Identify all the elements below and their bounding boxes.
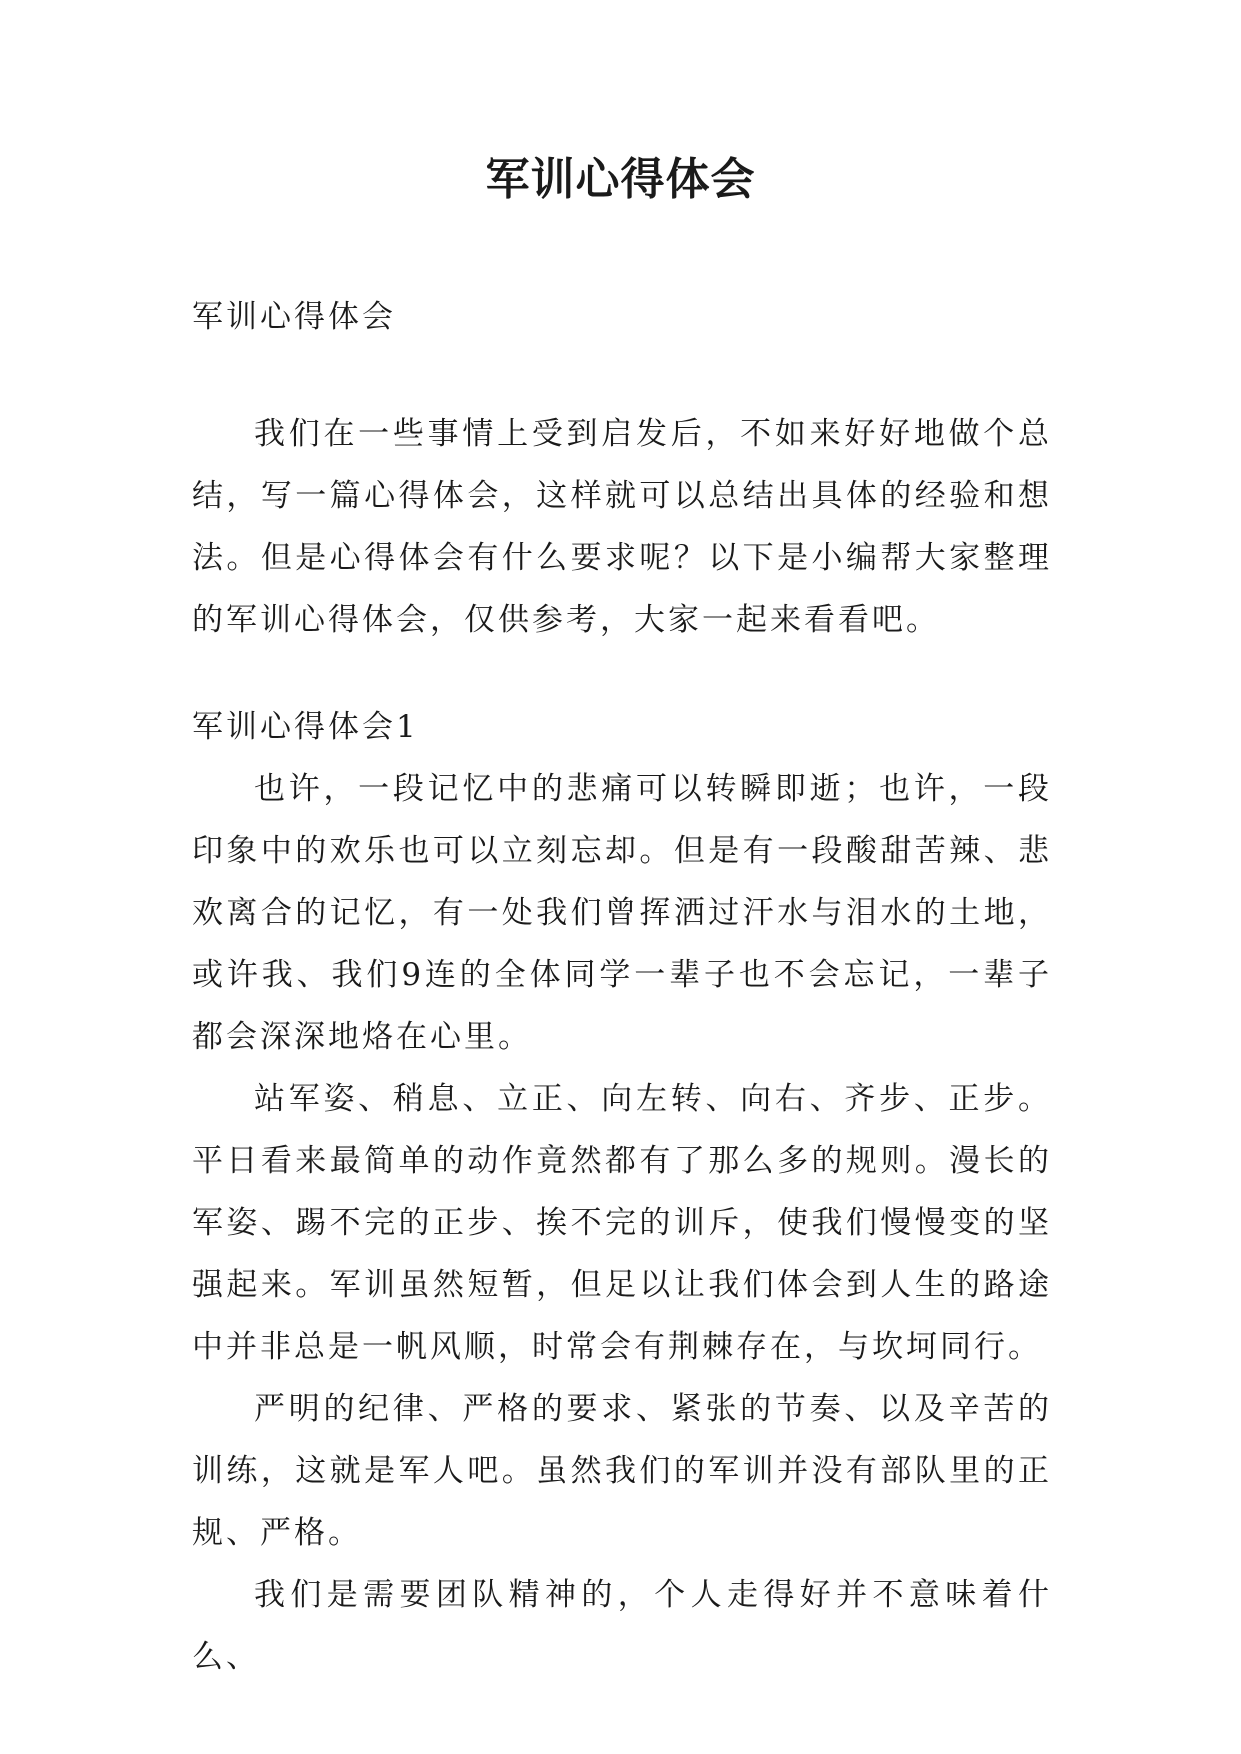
body-paragraph: 也许，一段记忆中的悲痛可以转瞬即逝；也许，一段印象中的欢乐也可以立刻忘却。但是有一段酸甜苦辣、悲欢离合的记忆，有一处我们曾挥洒过汗水与泪水的土地，或许我、我们9连的全体同学一辈子也不会忘记，一辈子都会深深地烙在心里。 <box>192 771 1052 1055</box>
document-subtitle: 军训心得体会 <box>192 299 396 335</box>
intro-section <box>192 403 1052 651</box>
body-paragraph: 我们是需要团队精神的，个人走得好并不意味着什么、 <box>192 1577 1052 1675</box>
section-heading: 军训心得体会1 <box>192 709 419 745</box>
body-paragraph: 严明的纪律、严格的要求、紧张的节奏、以及辛苦的训练，这就是军人吧。虽然我们的军训并没有部队里的正规、严格。 <box>192 1391 1052 1551</box>
body-paragraph: 站军姿、稍息、立正、向左转、向右、齐步、正步。平日看来最简单的动作竟然都有了那么多的规则。漫长的军姿、踢不完的正步、挨不完的训斥，使我们慢慢变的坚强起来。军训虽然短暂，但足以让我们体会到人生的路途中并非总是一帆风顺，时常会有荆棘存在，与坎坷同行。 <box>192 1081 1052 1365</box>
section-body <box>192 758 1052 1688</box>
document-title: 军训心得体会 <box>485 154 756 205</box>
intro-paragraph: 我们在一些事情上受到启发后，不如来好好地做个总结，写一篇心得体会，这样就可以总结出具体的经验和想法。但是心得体会有什么要求呢？以下是小编帮大家整理的军训心得体会，仅供参考，大家一起来看看吧。 <box>192 416 1052 638</box>
